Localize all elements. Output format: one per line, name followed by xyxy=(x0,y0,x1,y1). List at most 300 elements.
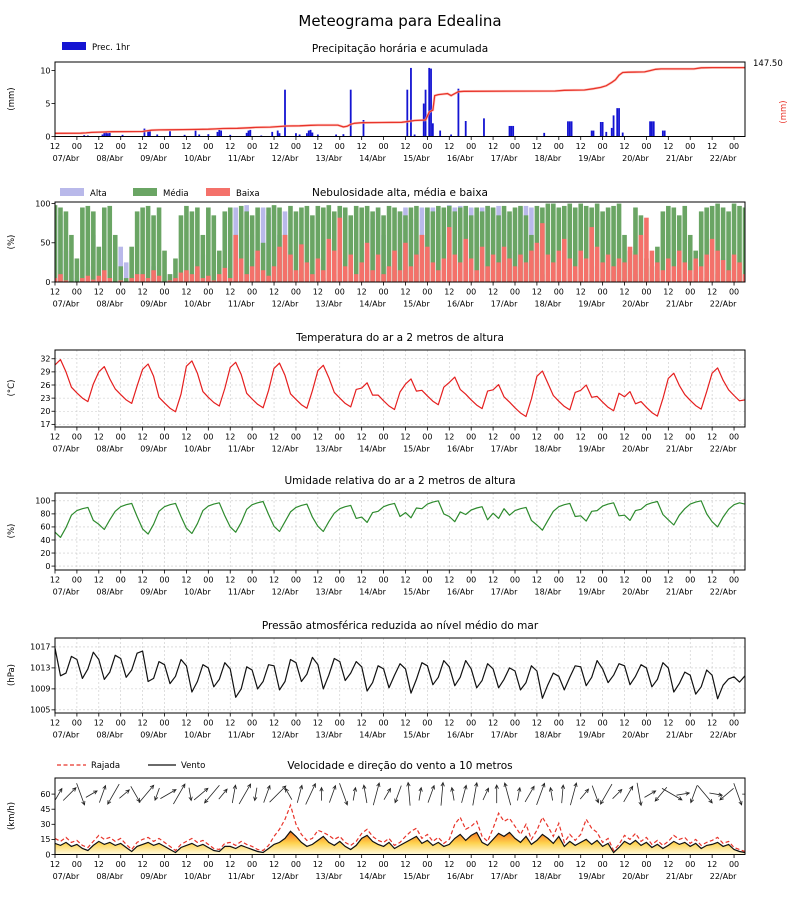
svg-text:08/Abr: 08/Abr xyxy=(96,730,124,740)
svg-text:15/Abr: 15/Abr xyxy=(403,154,430,163)
y-axis-label-precip-left: (mm) xyxy=(7,87,17,111)
svg-text:00: 00 xyxy=(422,142,433,151)
svg-text:12: 12 xyxy=(575,287,586,297)
svg-text:17/Abr: 17/Abr xyxy=(490,444,518,454)
svg-text:16/Abr: 16/Abr xyxy=(446,730,474,740)
svg-text:00: 00 xyxy=(466,860,477,869)
svg-text:12: 12 xyxy=(225,860,236,869)
svg-text:0: 0 xyxy=(45,850,51,860)
svg-text:00: 00 xyxy=(641,575,652,585)
svg-text:100: 100 xyxy=(35,496,51,506)
svg-text:12: 12 xyxy=(707,860,718,869)
prec-1hr-legend-swatch xyxy=(62,42,86,50)
svg-text:12: 12 xyxy=(49,432,61,442)
clouds-baixa-legend-swatch xyxy=(206,188,230,196)
svg-text:12: 12 xyxy=(268,432,280,442)
svg-text:12: 12 xyxy=(488,718,499,728)
svg-text:12/Abr: 12/Abr xyxy=(271,299,299,309)
svg-text:17/Abr: 17/Abr xyxy=(490,730,518,740)
svg-text:12: 12 xyxy=(49,575,61,585)
svg-text:80: 80 xyxy=(40,509,51,519)
svg-text:12: 12 xyxy=(531,718,542,728)
svg-text:40: 40 xyxy=(40,535,51,545)
svg-text:32: 32 xyxy=(40,354,51,364)
panel-humidity-header xyxy=(7,475,516,538)
svg-text:10: 10 xyxy=(40,66,51,76)
panel-plot-0 xyxy=(40,62,745,163)
svg-text:18/Abr: 18/Abr xyxy=(534,154,562,163)
svg-text:19/Abr: 19/Abr xyxy=(578,299,606,309)
svg-text:14/Abr: 14/Abr xyxy=(359,587,386,597)
svg-text:26: 26 xyxy=(40,380,51,390)
panel-precipitation-header xyxy=(7,42,789,124)
svg-text:12: 12 xyxy=(268,287,280,297)
grid xyxy=(55,350,745,427)
svg-text:00: 00 xyxy=(466,142,477,151)
svg-text:14/Abr: 14/Abr xyxy=(359,872,386,881)
y-axis xyxy=(35,199,55,286)
svg-text:12: 12 xyxy=(225,287,236,297)
svg-text:19/Abr: 19/Abr xyxy=(578,730,606,740)
svg-text:00: 00 xyxy=(509,860,521,869)
svg-text:14/Abr: 14/Abr xyxy=(359,299,386,309)
svg-text:1009: 1009 xyxy=(30,684,51,694)
svg-text:12: 12 xyxy=(663,860,674,869)
svg-text:00: 00 xyxy=(728,287,740,297)
svg-text:12: 12 xyxy=(619,432,630,442)
svg-text:09/Abr: 09/Abr xyxy=(140,872,167,881)
series-line xyxy=(55,648,745,699)
svg-text:14/Abr: 14/Abr xyxy=(359,154,386,163)
y-axis-label-clouds: (%) xyxy=(7,234,17,250)
svg-text:22/Abr: 22/Abr xyxy=(709,730,737,740)
plot-data xyxy=(55,68,745,137)
main-title: Meteograma para Edealina xyxy=(298,12,502,30)
svg-text:12/Abr: 12/Abr xyxy=(271,730,299,740)
svg-text:08/Abr: 08/Abr xyxy=(96,587,124,597)
svg-text:20/Abr: 20/Abr xyxy=(622,299,649,309)
svg-text:22/Abr: 22/Abr xyxy=(709,872,737,881)
svg-text:12: 12 xyxy=(575,142,586,151)
svg-text:12: 12 xyxy=(444,287,455,297)
svg-text:18/Abr: 18/Abr xyxy=(534,444,562,454)
svg-text:12: 12 xyxy=(356,287,367,297)
svg-text:00: 00 xyxy=(203,142,214,151)
svg-text:12: 12 xyxy=(268,860,280,869)
svg-text:21/Abr: 21/Abr xyxy=(665,730,693,740)
svg-text:00: 00 xyxy=(290,142,302,151)
svg-text:00: 00 xyxy=(247,860,258,869)
svg-text:23: 23 xyxy=(40,393,51,403)
svg-text:22/Abr: 22/Abr xyxy=(709,444,737,454)
svg-text:12: 12 xyxy=(49,142,61,151)
svg-text:00: 00 xyxy=(247,718,258,728)
svg-text:60: 60 xyxy=(40,789,51,799)
svg-text:12: 12 xyxy=(49,718,61,728)
svg-text:12: 12 xyxy=(619,860,630,869)
svg-text:10/Abr: 10/Abr xyxy=(184,444,211,454)
y-axis xyxy=(40,66,55,141)
svg-text:18/Abr: 18/Abr xyxy=(534,872,562,881)
svg-text:00: 00 xyxy=(378,287,389,297)
svg-text:20/Abr: 20/Abr xyxy=(622,730,649,740)
x-axis xyxy=(50,570,739,597)
svg-text:22/Abr: 22/Abr xyxy=(709,299,737,309)
svg-text:08/Abr: 08/Abr xyxy=(96,444,124,454)
svg-text:1005: 1005 xyxy=(30,705,51,715)
panel-title-wind: Velocidade e direção do vento a 10 metros xyxy=(287,760,513,772)
svg-text:12: 12 xyxy=(575,432,586,442)
svg-text:00: 00 xyxy=(378,718,389,728)
svg-text:00: 00 xyxy=(71,287,82,297)
svg-text:12: 12 xyxy=(488,575,499,585)
panel-plot-4 xyxy=(30,638,745,740)
svg-text:00: 00 xyxy=(247,432,258,442)
svg-text:12: 12 xyxy=(312,287,323,297)
svg-text:16/Abr: 16/Abr xyxy=(446,872,474,881)
svg-text:12: 12 xyxy=(181,860,192,869)
svg-text:00: 00 xyxy=(334,287,345,297)
svg-text:00: 00 xyxy=(641,287,652,297)
svg-text:09/Abr: 09/Abr xyxy=(140,444,167,454)
svg-text:00: 00 xyxy=(115,860,126,869)
plots-layer xyxy=(30,62,755,881)
panel-temperature-header xyxy=(7,332,504,396)
svg-text:00: 00 xyxy=(466,432,477,442)
svg-text:12: 12 xyxy=(619,575,630,585)
plot-data xyxy=(53,204,748,282)
plot-frame xyxy=(55,350,745,427)
svg-text:21/Abr: 21/Abr xyxy=(665,299,693,309)
svg-text:00: 00 xyxy=(203,860,214,869)
panel-title-pressure: Pressão atmosférica reduzida ao nível médio do mar xyxy=(261,620,539,632)
svg-text:12: 12 xyxy=(181,432,192,442)
svg-text:12: 12 xyxy=(619,287,630,297)
svg-text:00: 00 xyxy=(203,432,214,442)
x-axis xyxy=(50,427,739,454)
panel-pressure-header xyxy=(7,620,539,686)
svg-text:12: 12 xyxy=(93,575,104,585)
svg-text:12: 12 xyxy=(225,575,236,585)
svg-text:00: 00 xyxy=(290,575,302,585)
svg-text:12: 12 xyxy=(531,860,542,869)
y-axis-label-pressure: (hPa) xyxy=(7,664,17,686)
svg-text:20/Abr: 20/Abr xyxy=(622,872,649,881)
grid xyxy=(55,638,745,713)
panel-plot-2 xyxy=(40,350,745,454)
y-axis-label-humidity: (%) xyxy=(7,523,17,539)
svg-text:00: 00 xyxy=(685,432,696,442)
svg-text:15/Abr: 15/Abr xyxy=(403,587,430,597)
svg-text:00: 00 xyxy=(466,287,477,297)
svg-text:00: 00 xyxy=(597,287,608,297)
svg-text:19/Abr: 19/Abr xyxy=(578,587,606,597)
svg-text:12: 12 xyxy=(663,575,674,585)
svg-text:0: 0 xyxy=(45,277,51,287)
svg-text:13/Abr: 13/Abr xyxy=(315,730,343,740)
svg-text:12: 12 xyxy=(531,142,542,151)
svg-text:11/Abr: 11/Abr xyxy=(227,444,255,454)
panel-wind-header xyxy=(7,760,513,830)
svg-text:12: 12 xyxy=(444,142,455,151)
svg-text:13/Abr: 13/Abr xyxy=(315,444,343,454)
svg-text:12: 12 xyxy=(312,575,323,585)
panel-plot-3 xyxy=(35,493,745,597)
svg-text:00: 00 xyxy=(71,432,82,442)
svg-text:12: 12 xyxy=(312,142,323,151)
svg-text:00: 00 xyxy=(597,575,608,585)
svg-text:10/Abr: 10/Abr xyxy=(184,730,211,740)
svg-text:10/Abr: 10/Abr xyxy=(184,154,211,163)
svg-text:12: 12 xyxy=(93,287,104,297)
svg-text:12: 12 xyxy=(400,718,411,728)
x-axis xyxy=(50,855,739,882)
svg-text:00: 00 xyxy=(728,575,740,585)
svg-text:12: 12 xyxy=(400,575,411,585)
svg-text:20/Abr: 20/Abr xyxy=(622,587,649,597)
svg-text:00: 00 xyxy=(728,142,740,151)
svg-text:14/Abr: 14/Abr xyxy=(359,730,386,740)
svg-text:10/Abr: 10/Abr xyxy=(184,299,211,309)
svg-text:12: 12 xyxy=(619,718,630,728)
svg-text:00: 00 xyxy=(247,575,258,585)
svg-text:12: 12 xyxy=(400,432,411,442)
svg-text:12/Abr: 12/Abr xyxy=(271,872,299,881)
svg-text:07/Abr: 07/Abr xyxy=(52,299,80,309)
svg-text:12: 12 xyxy=(312,432,323,442)
precip-bars xyxy=(83,68,665,137)
svg-text:00: 00 xyxy=(290,432,302,442)
svg-text:12: 12 xyxy=(225,142,236,151)
svg-text:00: 00 xyxy=(728,432,740,442)
svg-text:0: 0 xyxy=(45,561,51,571)
svg-text:13/Abr: 13/Abr xyxy=(315,299,343,309)
svg-text:12: 12 xyxy=(181,142,192,151)
svg-text:15/Abr: 15/Abr xyxy=(403,444,430,454)
svg-text:18/Abr: 18/Abr xyxy=(534,299,562,309)
svg-text:12: 12 xyxy=(488,860,499,869)
svg-text:00: 00 xyxy=(247,142,258,151)
svg-text:00: 00 xyxy=(159,860,170,869)
vento-legend-label: Vento xyxy=(181,761,206,771)
svg-text:13/Abr: 13/Abr xyxy=(315,154,343,163)
panel-title-humidity: Umidade relativa do ar a 2 metros de altura xyxy=(284,475,516,487)
svg-text:00: 00 xyxy=(378,575,389,585)
svg-text:00: 00 xyxy=(509,287,521,297)
svg-text:17/Abr: 17/Abr xyxy=(490,587,518,597)
wind-direction-arrows xyxy=(55,783,755,806)
clouds-media-legend-label: Média xyxy=(163,189,189,199)
svg-text:00: 00 xyxy=(685,860,696,869)
svg-text:00: 00 xyxy=(597,718,608,728)
svg-text:11/Abr: 11/Abr xyxy=(227,299,255,309)
svg-text:00: 00 xyxy=(728,860,740,869)
svg-text:18/Abr: 18/Abr xyxy=(534,730,562,740)
svg-text:00: 00 xyxy=(115,575,126,585)
svg-text:5: 5 xyxy=(45,99,51,109)
svg-text:1017: 1017 xyxy=(30,642,51,652)
svg-text:12: 12 xyxy=(575,860,586,869)
svg-text:12: 12 xyxy=(181,718,192,728)
svg-text:00: 00 xyxy=(553,860,564,869)
svg-text:12: 12 xyxy=(312,860,323,869)
svg-text:00: 00 xyxy=(290,718,302,728)
svg-text:12: 12 xyxy=(619,142,630,151)
svg-text:00: 00 xyxy=(159,432,170,442)
svg-text:16/Abr: 16/Abr xyxy=(446,587,474,597)
svg-text:00: 00 xyxy=(422,575,433,585)
svg-text:00: 00 xyxy=(641,860,652,869)
svg-text:00: 00 xyxy=(115,432,126,442)
x-axis xyxy=(50,137,739,164)
svg-text:12: 12 xyxy=(181,575,192,585)
svg-text:50: 50 xyxy=(40,238,51,248)
svg-text:07/Abr: 07/Abr xyxy=(52,154,80,163)
svg-text:12: 12 xyxy=(575,575,586,585)
svg-text:00: 00 xyxy=(422,432,433,442)
svg-text:12: 12 xyxy=(400,142,411,151)
panel-plot-5 xyxy=(40,778,755,881)
svg-text:14/Abr: 14/Abr xyxy=(359,444,386,454)
clouds-alta-legend-swatch xyxy=(60,188,84,196)
svg-text:12: 12 xyxy=(707,142,718,151)
svg-text:30: 30 xyxy=(40,820,51,830)
svg-text:12: 12 xyxy=(93,142,104,151)
svg-text:21/Abr: 21/Abr xyxy=(665,587,693,597)
svg-text:12: 12 xyxy=(137,432,148,442)
rajada-legend-label: Rajada xyxy=(91,761,121,771)
svg-text:12: 12 xyxy=(268,142,280,151)
svg-text:00: 00 xyxy=(466,718,477,728)
svg-text:00: 00 xyxy=(334,718,345,728)
series-line xyxy=(55,501,745,538)
svg-text:12: 12 xyxy=(444,860,455,869)
svg-text:16/Abr: 16/Abr xyxy=(446,299,474,309)
plot-frame xyxy=(55,493,745,570)
prec-1hr-legend-label: Prec. 1hr xyxy=(92,43,130,53)
svg-text:17/Abr: 17/Abr xyxy=(490,299,518,309)
svg-text:00: 00 xyxy=(422,287,433,297)
svg-text:00: 00 xyxy=(422,718,433,728)
svg-text:16/Abr: 16/Abr xyxy=(446,444,474,454)
svg-text:12: 12 xyxy=(663,718,674,728)
svg-text:19/Abr: 19/Abr xyxy=(578,154,606,163)
svg-text:100: 100 xyxy=(35,199,51,209)
svg-text:08/Abr: 08/Abr xyxy=(96,299,124,309)
x-axis xyxy=(50,282,739,309)
accum-line-halo xyxy=(55,68,745,134)
svg-text:15: 15 xyxy=(40,835,51,845)
svg-text:00: 00 xyxy=(115,718,126,728)
svg-text:00: 00 xyxy=(466,575,477,585)
svg-text:00: 00 xyxy=(641,432,652,442)
panel-plot-1 xyxy=(35,199,747,308)
svg-text:00: 00 xyxy=(509,575,521,585)
svg-text:00: 00 xyxy=(553,575,564,585)
svg-text:12: 12 xyxy=(488,287,499,297)
svg-text:10/Abr: 10/Abr xyxy=(184,587,211,597)
svg-text:12: 12 xyxy=(93,718,104,728)
svg-text:00: 00 xyxy=(378,142,389,151)
svg-text:12: 12 xyxy=(49,287,61,297)
svg-text:00: 00 xyxy=(71,142,82,151)
svg-text:00: 00 xyxy=(597,432,608,442)
svg-text:45: 45 xyxy=(40,805,51,815)
svg-text:07/Abr: 07/Abr xyxy=(52,872,80,881)
svg-text:00: 00 xyxy=(159,142,170,151)
svg-text:17/Abr: 17/Abr xyxy=(490,154,518,163)
y-axis-label-precip-right: (mm) xyxy=(779,100,789,124)
svg-text:12: 12 xyxy=(707,432,718,442)
svg-text:00: 00 xyxy=(597,860,608,869)
svg-text:18/Abr: 18/Abr xyxy=(534,587,562,597)
svg-text:09/Abr: 09/Abr xyxy=(140,587,167,597)
svg-text:00: 00 xyxy=(203,287,214,297)
svg-text:12: 12 xyxy=(400,287,411,297)
y-axis-label-wind: (km/h) xyxy=(7,801,17,831)
svg-text:00: 00 xyxy=(334,860,345,869)
svg-text:22/Abr: 22/Abr xyxy=(709,587,737,597)
svg-text:15/Abr: 15/Abr xyxy=(403,872,430,881)
plot-frame xyxy=(55,638,745,713)
clouds-alta-legend-label: Alta xyxy=(90,189,107,199)
svg-text:00: 00 xyxy=(203,718,214,728)
svg-text:00: 00 xyxy=(641,142,652,151)
svg-text:00: 00 xyxy=(159,575,170,585)
svg-text:60: 60 xyxy=(40,522,51,532)
svg-text:00: 00 xyxy=(203,575,214,585)
svg-text:13/Abr: 13/Abr xyxy=(315,587,343,597)
svg-text:00: 00 xyxy=(115,287,126,297)
svg-text:00: 00 xyxy=(159,718,170,728)
panel-title-clouds: Nebulosidade alta, média e baixa xyxy=(311,187,489,199)
plot-data xyxy=(55,648,745,699)
svg-text:00: 00 xyxy=(553,718,564,728)
svg-text:12: 12 xyxy=(444,432,455,442)
plot-data xyxy=(55,360,745,417)
svg-text:00: 00 xyxy=(597,142,608,151)
svg-text:00: 00 xyxy=(115,142,126,151)
clouds-baixa-legend-label: Baixa xyxy=(236,189,260,199)
svg-text:00: 00 xyxy=(71,575,82,585)
panel-title-precipitation: Precipitação horária e acumulada xyxy=(311,43,489,55)
svg-text:00: 00 xyxy=(159,287,170,297)
svg-text:00: 00 xyxy=(641,718,652,728)
y-axis xyxy=(30,643,55,715)
svg-text:00: 00 xyxy=(553,432,564,442)
svg-text:08/Abr: 08/Abr xyxy=(96,872,124,881)
svg-text:12: 12 xyxy=(181,287,192,297)
svg-text:12: 12 xyxy=(531,575,542,585)
svg-text:00: 00 xyxy=(71,860,82,869)
svg-text:20: 20 xyxy=(40,407,51,417)
svg-text:12: 12 xyxy=(575,718,586,728)
svg-text:00: 00 xyxy=(290,287,302,297)
svg-text:12: 12 xyxy=(663,432,674,442)
svg-text:12: 12 xyxy=(707,718,718,728)
svg-text:00: 00 xyxy=(728,718,740,728)
svg-text:21/Abr: 21/Abr xyxy=(665,444,693,454)
grid xyxy=(55,493,745,570)
svg-text:17/Abr: 17/Abr xyxy=(490,872,518,881)
svg-text:08/Abr: 08/Abr xyxy=(96,154,124,163)
svg-text:1013: 1013 xyxy=(30,663,51,673)
svg-text:09/Abr: 09/Abr xyxy=(140,154,167,163)
svg-text:12/Abr: 12/Abr xyxy=(271,587,299,597)
svg-text:12: 12 xyxy=(49,860,61,869)
svg-text:09/Abr: 09/Abr xyxy=(140,299,167,309)
svg-text:07/Abr: 07/Abr xyxy=(52,444,80,454)
